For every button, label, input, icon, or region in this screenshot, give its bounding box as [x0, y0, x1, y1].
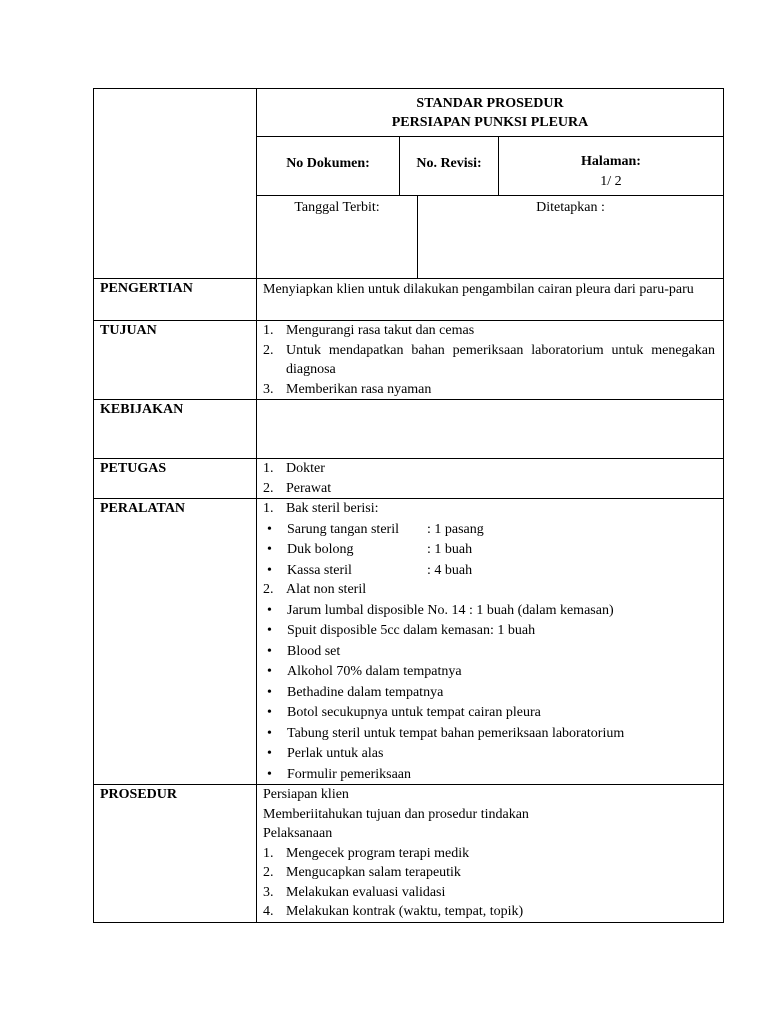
list-item: • Botol secukupnya untuk tempat cairan pleura: [263, 703, 715, 723]
document-info-row: [257, 137, 723, 196]
petugas-list: [263, 459, 715, 498]
list-item: [263, 380, 715, 400]
document-title: [257, 89, 723, 137]
kebijakan-label: KEBIJAKAN: [94, 400, 257, 459]
list-item: • Spuit disposible 5cc dalam kemasan: 1 buah: [263, 621, 715, 641]
procedure-table: [93, 278, 724, 923]
prosedur-steps: [263, 844, 715, 922]
prosedur-label: PROSEDUR: [94, 785, 257, 923]
list-item: [263, 902, 715, 922]
halaman-value: 1/ 2: [600, 174, 622, 189]
item-number: 1.: [263, 323, 274, 338]
item-qty: : 1 buah: [427, 542, 473, 557]
list-item: • Bethadine dalam tempatnya: [263, 683, 715, 703]
steril-items: [263, 520, 715, 581]
row-tujuan: [94, 321, 724, 400]
item-text: Mengucapkan salam terapeutik: [286, 865, 461, 880]
item-name: Kassa steril: [287, 562, 352, 578]
prosedur-line-1: Persiapan klien: [263, 787, 349, 802]
list-item: • Blood set: [263, 642, 715, 662]
list-item: [263, 499, 715, 519]
item-number: 2.: [263, 582, 274, 597]
item-text: Alat non steril: [286, 582, 367, 597]
list-item: • Tabung steril untuk tempat bahan pemeriksaan laboratorium: [263, 724, 715, 744]
item-name: Duk bolong: [287, 542, 354, 557]
peralatan-label: PERALATAN: [94, 499, 257, 785]
list-item: [263, 540, 715, 560]
list-item: [263, 341, 715, 380]
list-item: • Alkohol 70% dalam tempatnya: [263, 662, 715, 682]
header-block: [93, 88, 724, 279]
row-prosedur: [94, 785, 724, 923]
item-number: 1.: [263, 845, 274, 861]
item-number: 1.: [263, 461, 274, 476]
prosedur-line-3: Pelaksanaan: [263, 826, 333, 841]
peralatan-content: [257, 499, 724, 785]
list-item: [263, 479, 715, 499]
list-item: [263, 883, 715, 903]
title-line-1: STANDAR PROSEDUR: [416, 96, 564, 111]
tanggal-terbit-label: Tanggal Terbit:: [257, 196, 418, 278]
sop-document: [93, 88, 724, 923]
list-item: [263, 321, 715, 341]
item-text: Mengurangi rasa takut dan cemas: [286, 323, 475, 338]
tujuan-content: [257, 321, 724, 400]
item-number: 3.: [263, 884, 274, 900]
row-peralatan: [94, 499, 724, 785]
halaman-cell: [499, 137, 723, 195]
list-item: [263, 844, 715, 864]
logo-cell: [94, 89, 257, 278]
list-item: • Perlak untuk alas: [263, 744, 715, 764]
ditetapkan-label: Ditetapkan :: [536, 200, 605, 215]
item-number: 1.: [263, 501, 274, 516]
list-item: [263, 863, 715, 883]
petugas-label: PETUGAS: [94, 459, 257, 499]
item-text: Mengecek program terapi medik: [286, 845, 470, 861]
row-kebijakan: [94, 400, 724, 459]
item-text: Memberikan rasa nyaman: [286, 381, 432, 397]
list-item: • Formulir pemeriksaan: [263, 765, 715, 785]
item-text: Dokter: [286, 461, 325, 476]
item-name: Sarung tangan steril: [287, 521, 399, 537]
prosedur-content: [257, 785, 724, 923]
item-number: 4.: [263, 904, 274, 919]
list-item: [263, 459, 715, 479]
peralatan-list-2: [263, 580, 715, 600]
item-number: 3.: [263, 381, 274, 397]
prosedur-line-2: Memberiitahukan tujuan dan prosedur tindakan: [263, 806, 529, 822]
pengertian-label: PENGERTIAN: [94, 279, 257, 321]
petugas-content: [257, 459, 724, 499]
pengertian-text: Menyiapkan klien untuk dilakukan pengambilan cairan pleura dari paru-paru: [257, 279, 724, 321]
item-number: 2.: [263, 342, 274, 358]
date-row: [257, 196, 723, 278]
peralatan-list: [263, 499, 715, 519]
list-item: [263, 580, 715, 600]
item-text: Perawat: [286, 480, 332, 496]
item-qty: : 1 pasang: [427, 521, 484, 537]
item-text: Melakukan evaluasi validasi: [286, 884, 446, 900]
list-item: • Jarum lumbal disposible No. 14 : 1 buah (dalam kemasan): [263, 601, 715, 621]
item-number: 2.: [263, 865, 274, 880]
list-item: [263, 561, 715, 581]
item-text: Melakukan kontrak (waktu, tempat, topik): [286, 904, 524, 919]
item-qty: : 4 buah: [427, 562, 473, 578]
item-text: Bak steril berisi:: [286, 501, 379, 516]
row-pengertian: [94, 279, 724, 321]
list-item: [263, 520, 715, 540]
halaman-label: Halaman:: [581, 154, 641, 169]
item-text: Untuk mendapatkan bahan pemeriksaan laboratorium untuk menegakan diagnosa: [286, 342, 715, 377]
row-petugas: [94, 459, 724, 499]
tujuan-label: TUJUAN: [94, 321, 257, 400]
kebijakan-content: [257, 400, 724, 459]
no-revisi-label: No. Revisi:: [400, 137, 499, 195]
no-dokumen-label: No Dokumen:: [257, 137, 400, 195]
item-number: 2.: [263, 480, 274, 496]
tujuan-list: [263, 321, 715, 399]
title-line-2: PERSIAPAN PUNKSI PLEURA: [391, 115, 589, 130]
non-steril-items: [263, 601, 715, 785]
